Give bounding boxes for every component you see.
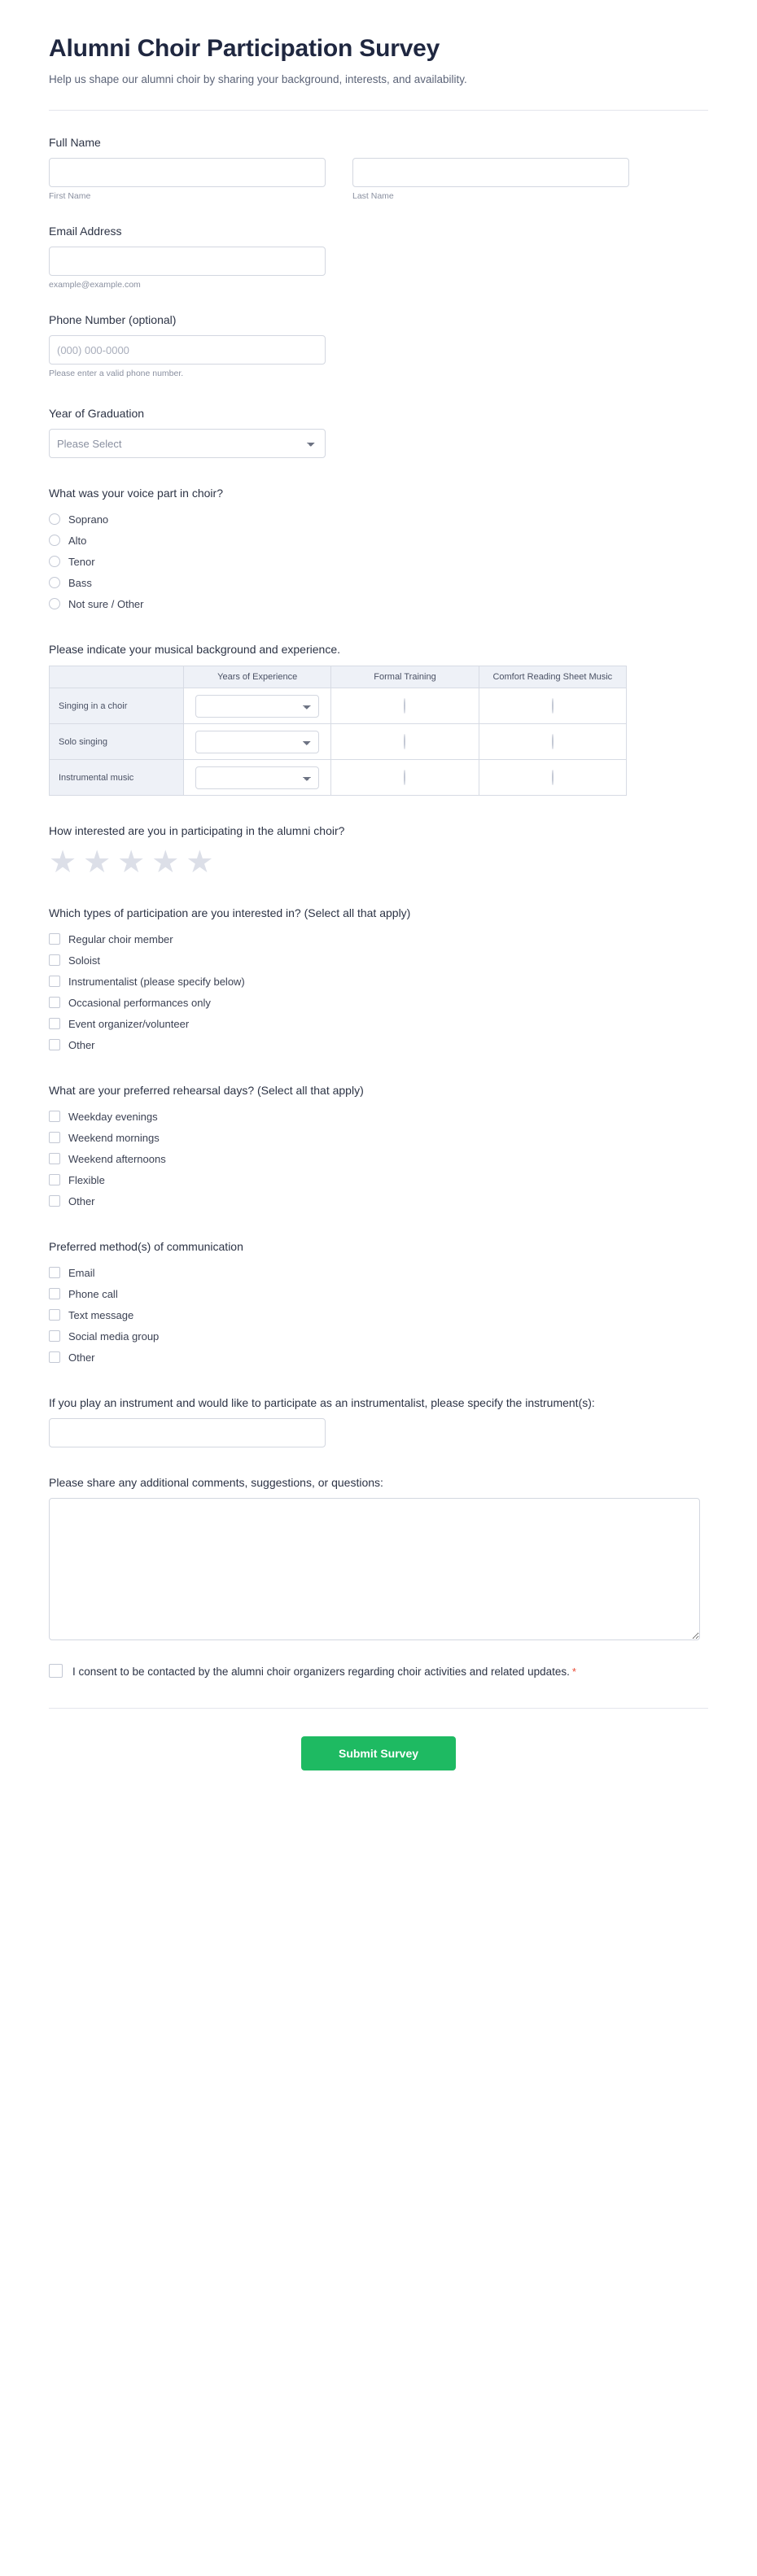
email-label: Email Address xyxy=(49,225,122,238)
field-graduation-year xyxy=(49,406,708,458)
first-name-input[interactable] xyxy=(49,158,326,187)
matrix-row-label: Solo singing xyxy=(50,724,184,760)
field-voice-part xyxy=(49,486,708,614)
experience-matrix-table xyxy=(49,666,627,796)
first-name-group xyxy=(49,158,326,201)
matrix-col-sheet-music: Comfort Reading Sheet Music xyxy=(479,666,626,688)
matrix-cell-years[interactable] xyxy=(184,724,331,760)
consent-text-group xyxy=(72,1663,576,1680)
radio-circle-icon[interactable] xyxy=(404,770,405,785)
phone-input[interactable] xyxy=(49,335,326,365)
form-footer xyxy=(49,1708,708,1803)
matrix-corner-cell xyxy=(50,666,184,688)
radio-label: Alto xyxy=(68,534,87,547)
radio-option-alto[interactable] xyxy=(49,530,708,551)
checkbox-option-occasional[interactable] xyxy=(49,992,708,1013)
checkbox-label: Other xyxy=(68,1038,95,1051)
radio-option-tenor[interactable] xyxy=(49,551,708,572)
matrix-cell-years[interactable] xyxy=(184,688,331,724)
graduation-year-label: Year of Graduation xyxy=(49,407,145,420)
checkbox-label: Regular choir member xyxy=(68,932,173,945)
communication-options xyxy=(49,1262,708,1368)
radio-circle-icon[interactable] xyxy=(49,513,60,525)
consent-label: I consent to be contacted by the alumni choir organizers regarding choir activities and related updates. xyxy=(72,1666,570,1678)
checkbox-label: Email xyxy=(68,1266,95,1279)
required-asterisk: * xyxy=(571,1666,576,1678)
matrix-cell-years[interactable] xyxy=(184,760,331,796)
radio-circle-icon[interactable] xyxy=(552,770,554,785)
star-icon-5[interactable]: ★ xyxy=(186,845,214,880)
interest-rating-label: How interested are you in participating in the alumni choir? xyxy=(49,824,345,837)
checkbox-label: Other xyxy=(68,1194,95,1207)
checkbox-label: Occasional performances only xyxy=(68,996,211,1009)
field-email xyxy=(49,224,708,290)
checkbox-icon[interactable] xyxy=(49,997,60,1008)
phone-label: Phone Number (optional) xyxy=(49,313,177,326)
field-communication-methods xyxy=(49,1239,708,1368)
graduation-year-select[interactable] xyxy=(49,429,326,458)
checkbox-option-regular-member[interactable] xyxy=(49,928,708,950)
radio-circle-icon[interactable] xyxy=(552,734,554,749)
voice-part-label: What was your voice part in choir? xyxy=(49,487,223,500)
checkbox-option-phone-call[interactable] xyxy=(49,1283,708,1304)
full-name-row xyxy=(49,158,708,201)
matrix-cell-training[interactable] xyxy=(331,724,479,760)
checkbox-option-organizer[interactable] xyxy=(49,1013,708,1034)
checkbox-option-email[interactable] xyxy=(49,1262,708,1283)
radio-option-soprano[interactable] xyxy=(49,509,708,530)
checkbox-option-weekend-mornings[interactable] xyxy=(49,1127,708,1148)
checkbox-icon[interactable] xyxy=(49,1153,60,1164)
checkbox-label: Other xyxy=(68,1351,95,1364)
checkbox-icon[interactable] xyxy=(49,933,60,945)
form-header xyxy=(49,34,708,111)
rehearsal-days-label: What are your preferred rehearsal days? (Select all that apply) xyxy=(49,1084,364,1097)
star-rating-widget[interactable] xyxy=(49,847,708,878)
radio-label: Not sure / Other xyxy=(68,597,144,610)
checkbox-option-soloist[interactable] xyxy=(49,950,708,971)
checkbox-label: Event organizer/volunteer xyxy=(68,1017,190,1030)
radio-option-bass[interactable] xyxy=(49,572,708,593)
comments-textarea[interactable] xyxy=(49,1498,700,1640)
radio-circle-icon[interactable] xyxy=(49,577,60,588)
checkbox-label: Weekend afternoons xyxy=(68,1152,166,1165)
participation-types-options xyxy=(49,928,708,1055)
matrix-years-select-solo[interactable] xyxy=(195,731,319,753)
field-phone xyxy=(49,312,708,378)
email-field[interactable] xyxy=(49,247,326,276)
star-icon-3[interactable]: ★ xyxy=(117,845,146,880)
checkbox-label: Soloist xyxy=(68,954,101,967)
checkbox-icon[interactable] xyxy=(49,1132,60,1143)
radio-circle-icon[interactable] xyxy=(49,598,60,609)
rehearsal-days-options xyxy=(49,1106,708,1212)
checkbox-option-weekend-afternoons[interactable] xyxy=(49,1148,708,1169)
email-sublabel: example@example.com xyxy=(49,280,141,290)
checkbox-icon[interactable] xyxy=(49,1039,60,1050)
checkbox-label: Weekend mornings xyxy=(68,1131,160,1144)
matrix-header-row xyxy=(50,666,627,688)
field-rehearsal-days xyxy=(49,1083,708,1212)
checkbox-icon[interactable] xyxy=(49,1288,60,1299)
checkbox-label: Text message xyxy=(68,1308,134,1321)
checkbox-icon[interactable] xyxy=(49,976,60,987)
star-icon-2[interactable]: ★ xyxy=(83,845,112,880)
checkbox-label: Weekday evenings xyxy=(68,1110,158,1123)
form-container xyxy=(49,0,708,1803)
checkbox-icon[interactable] xyxy=(49,1111,60,1122)
checkbox-icon[interactable] xyxy=(49,1195,60,1207)
checkbox-option-social-media[interactable] xyxy=(49,1325,708,1347)
field-consent[interactable] xyxy=(49,1663,708,1680)
form-fields xyxy=(49,111,708,1680)
field-participation-types xyxy=(49,906,708,1055)
consent-checkbox-icon[interactable] xyxy=(49,1664,63,1678)
matrix-col-training: Formal Training xyxy=(331,666,479,688)
matrix-cell-sheet-music[interactable] xyxy=(479,688,626,724)
matrix-cell-training[interactable] xyxy=(331,688,479,724)
checkbox-icon[interactable] xyxy=(49,954,60,966)
matrix-row-label: Singing in a choir xyxy=(50,688,184,724)
radio-label: Tenor xyxy=(68,555,95,568)
checkbox-option-other[interactable] xyxy=(49,1190,708,1212)
last-name-sublabel: Last Name xyxy=(352,191,394,201)
matrix-cell-sheet-music[interactable] xyxy=(479,760,626,796)
matrix-label: Please indicate your musical background and experience. xyxy=(49,643,340,656)
instrument-input[interactable] xyxy=(49,1418,326,1447)
checkbox-label: Flexible xyxy=(68,1173,105,1186)
field-experience-matrix xyxy=(49,642,708,796)
first-name-sublabel: First Name xyxy=(49,191,91,201)
checkbox-icon[interactable] xyxy=(49,1351,60,1363)
last-name-input[interactable] xyxy=(352,158,629,187)
matrix-col-years: Years of Experience xyxy=(184,666,331,688)
checkbox-option-text-message[interactable] xyxy=(49,1304,708,1325)
communication-label: Preferred method(s) of communication xyxy=(49,1240,243,1253)
checkbox-label: Social media group xyxy=(68,1329,160,1343)
matrix-cell-sheet-music[interactable] xyxy=(479,724,626,760)
submit-button[interactable]: Submit Survey xyxy=(301,1736,456,1770)
radio-circle-icon[interactable] xyxy=(404,698,405,714)
checkbox-option-other[interactable] xyxy=(49,1034,708,1055)
page-subtitle: Help us shape our alumni choir by sharing your background, interests, and availability. xyxy=(49,73,467,85)
phone-sublabel: Please enter a valid phone number. xyxy=(49,369,184,378)
checkbox-label: Instrumentalist (please specify below) xyxy=(68,975,245,988)
field-full-name xyxy=(49,135,708,201)
radio-circle-icon[interactable] xyxy=(49,535,60,546)
matrix-years-select-choir[interactable] xyxy=(195,695,319,718)
table-row xyxy=(50,760,627,796)
comments-label: Please share any additional comments, suggestions, or questions: xyxy=(49,1476,383,1489)
voice-part-options xyxy=(49,509,708,614)
checkbox-option-instrumentalist[interactable] xyxy=(49,971,708,992)
full-name-label: Full Name xyxy=(49,136,101,149)
checkbox-icon[interactable] xyxy=(49,1267,60,1278)
checkbox-option-flexible[interactable] xyxy=(49,1169,708,1190)
participation-types-label: Which types of participation are you interested in? (Select all that apply) xyxy=(49,906,411,919)
star-icon-4[interactable]: ★ xyxy=(151,845,180,880)
matrix-row-label: Instrumental music xyxy=(50,760,184,796)
matrix-years-select-instrumental[interactable] xyxy=(195,766,319,789)
last-name-group xyxy=(352,158,629,201)
instrument-label: If you play an instrument and would like to participate as an instrumentalist, please specify the instrument(s): xyxy=(49,1396,595,1409)
checkbox-label: Phone call xyxy=(68,1287,118,1300)
checkbox-option-weekday-evenings[interactable] xyxy=(49,1106,708,1127)
radio-circle-icon[interactable] xyxy=(552,698,554,714)
radio-circle-icon[interactable] xyxy=(49,556,60,567)
table-row xyxy=(50,688,627,724)
checkbox-option-other[interactable] xyxy=(49,1347,708,1368)
radio-option-other[interactable] xyxy=(49,593,708,614)
matrix-cell-training[interactable] xyxy=(331,760,479,796)
checkbox-icon[interactable] xyxy=(49,1330,60,1342)
radio-label: Bass xyxy=(68,576,92,589)
radio-label: Soprano xyxy=(68,513,109,526)
checkbox-icon[interactable] xyxy=(49,1174,60,1185)
table-row xyxy=(50,724,627,760)
field-interest-rating xyxy=(49,823,708,878)
field-comments xyxy=(49,1475,708,1640)
checkbox-icon[interactable] xyxy=(49,1018,60,1029)
field-instrument xyxy=(49,1395,708,1447)
star-icon-1[interactable]: ★ xyxy=(49,845,77,880)
page-title: Alumni Choir Participation Survey xyxy=(49,35,440,62)
checkbox-icon[interactable] xyxy=(49,1309,60,1321)
radio-circle-icon[interactable] xyxy=(404,734,405,749)
